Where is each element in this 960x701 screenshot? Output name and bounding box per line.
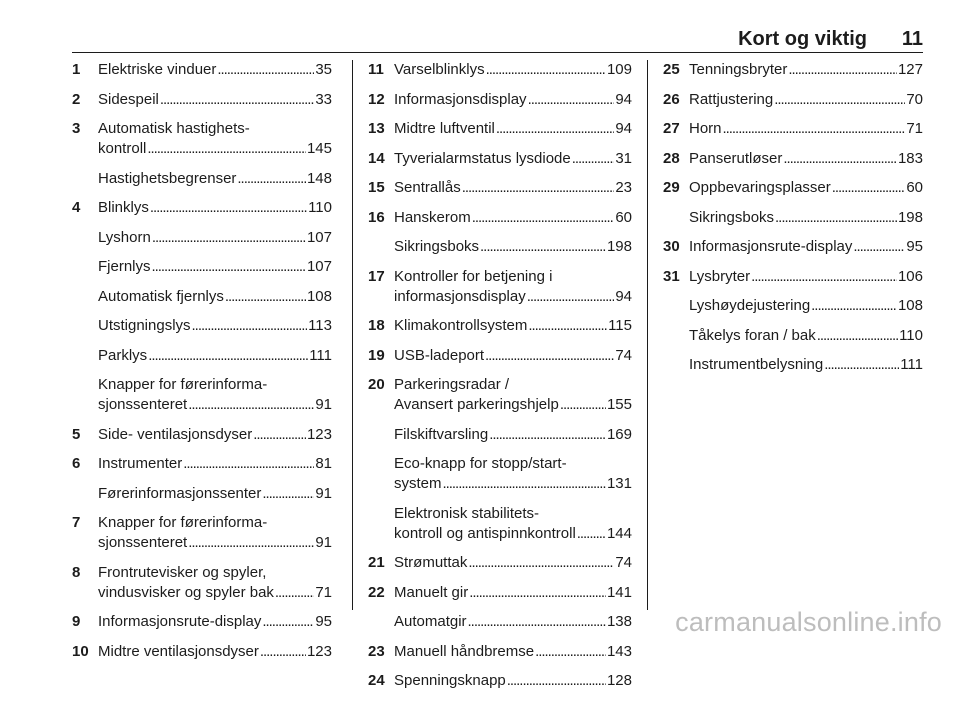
index-entry bbox=[368, 90, 632, 110]
leader-dots bbox=[489, 425, 606, 445]
entry-number: 17 bbox=[368, 267, 385, 285]
index-entry bbox=[663, 208, 923, 228]
page-ref: 81 bbox=[315, 455, 332, 472]
index-entry bbox=[72, 119, 332, 159]
entry-text: system bbox=[394, 475, 442, 492]
index-entry bbox=[663, 355, 923, 375]
index-entry bbox=[368, 346, 632, 366]
page-ref: 60 bbox=[906, 179, 923, 196]
entry-text: Automatisk fjernlys bbox=[98, 287, 224, 305]
index-entry bbox=[368, 237, 632, 257]
entry-number: 14 bbox=[368, 149, 385, 167]
page-ref: 145 bbox=[306, 140, 332, 157]
leader-dots bbox=[443, 474, 606, 494]
leader-dots bbox=[485, 346, 614, 366]
page-ref: 128 bbox=[606, 672, 632, 689]
leader-dots bbox=[160, 90, 314, 110]
entry-number: 15 bbox=[368, 179, 385, 196]
leader-dots bbox=[486, 60, 606, 80]
entry-number: 23 bbox=[368, 642, 385, 660]
entry-text: Parklys bbox=[98, 346, 148, 364]
index-entry bbox=[72, 454, 332, 474]
index-column-3 bbox=[663, 60, 923, 385]
page-ref: 74 bbox=[615, 554, 632, 571]
entry-text: Manuelt gir bbox=[394, 583, 469, 601]
entry-text: Informasjonsdisplay bbox=[394, 90, 527, 108]
index-entry bbox=[368, 208, 632, 228]
leader-dots bbox=[507, 671, 606, 691]
entry-number: 21 bbox=[368, 554, 385, 571]
entry-text: Sentrallås bbox=[394, 179, 461, 196]
page-ref: 111 bbox=[900, 356, 923, 373]
leader-dots bbox=[462, 178, 615, 198]
page-ref: 127 bbox=[897, 61, 923, 78]
index-entry bbox=[368, 119, 632, 139]
leader-dots bbox=[225, 287, 306, 307]
entry-text: Knapper for førerinforma- bbox=[98, 376, 268, 393]
page-ref: 123 bbox=[306, 425, 332, 443]
page-ref: 107 bbox=[306, 228, 332, 246]
leader-dots bbox=[775, 208, 897, 228]
page-ref: 123 bbox=[306, 642, 332, 660]
page-ref: 23 bbox=[615, 179, 632, 196]
entry-text: Filskiftvarsling bbox=[394, 425, 489, 443]
index-entry bbox=[72, 612, 332, 632]
entry-number: 6 bbox=[72, 455, 81, 472]
index-entry bbox=[72, 257, 332, 277]
index-entry bbox=[368, 553, 632, 573]
page-ref: 155 bbox=[606, 396, 632, 413]
entry-text: Eco-knapp for stopp/start- bbox=[394, 455, 567, 472]
index-entry bbox=[663, 326, 923, 346]
entry-number: 20 bbox=[368, 376, 385, 393]
index-column-1 bbox=[72, 60, 332, 671]
index-entry bbox=[368, 504, 632, 544]
page-ref: 148 bbox=[306, 169, 332, 187]
page-ref: 111 bbox=[309, 346, 332, 364]
page-ref: 91 bbox=[315, 396, 332, 413]
entry-text: Lysbryter bbox=[689, 267, 751, 285]
entry-text: Kontroller for betjening i bbox=[394, 267, 553, 285]
leader-dots bbox=[275, 583, 314, 603]
leader-dots bbox=[192, 316, 308, 336]
leader-dots bbox=[853, 237, 905, 257]
leader-dots bbox=[480, 237, 606, 257]
entry-number: 25 bbox=[663, 61, 680, 78]
entry-number: 29 bbox=[663, 179, 680, 196]
page-ref: 143 bbox=[606, 642, 632, 660]
leader-dots bbox=[183, 454, 314, 474]
entry-number: 4 bbox=[72, 199, 81, 216]
entry-text: Elektriske vinduer bbox=[98, 61, 217, 78]
page-ref: 94 bbox=[615, 287, 632, 305]
index-entry bbox=[72, 60, 332, 80]
page-ref: 198 bbox=[606, 238, 632, 255]
leader-dots bbox=[148, 346, 308, 366]
entry-text: Panserutløser bbox=[689, 149, 783, 167]
page-ref: 183 bbox=[897, 149, 923, 167]
page-ref: 109 bbox=[606, 61, 632, 78]
entry-text: Lyshorn bbox=[98, 228, 151, 246]
leader-dots bbox=[468, 612, 606, 632]
index-entry bbox=[368, 425, 632, 445]
index-entry bbox=[72, 563, 332, 603]
leader-dots bbox=[751, 267, 897, 287]
page-ref: 115 bbox=[608, 317, 632, 334]
leader-dots bbox=[253, 425, 306, 445]
entry-number: 24 bbox=[368, 672, 385, 689]
index-entry bbox=[368, 642, 632, 662]
leader-dots bbox=[147, 139, 306, 159]
page-ref: 198 bbox=[897, 208, 923, 226]
entry-number: 13 bbox=[368, 120, 385, 137]
entry-text: Midtre luftventil bbox=[394, 120, 495, 137]
index-entry bbox=[72, 169, 332, 189]
entry-text: Lyshøydejustering bbox=[689, 297, 811, 314]
leader-dots bbox=[472, 208, 615, 228]
index-entry bbox=[72, 228, 332, 248]
entry-text: Elektronisk stabilitets- bbox=[394, 504, 540, 522]
page-ref: 35 bbox=[315, 61, 332, 78]
page-title: Kort og viktig bbox=[738, 28, 867, 50]
entry-text: informasjonsdisplay bbox=[394, 287, 526, 305]
page-ref: 91 bbox=[315, 484, 332, 502]
leader-dots bbox=[788, 60, 897, 80]
leader-dots bbox=[783, 149, 897, 169]
entry-text: Frontrutevisker og spyler, bbox=[98, 563, 267, 581]
entry-text: sjonssenteret bbox=[98, 396, 188, 413]
page-ref: 31 bbox=[615, 149, 632, 167]
header-rule bbox=[72, 52, 923, 53]
entry-number: 3 bbox=[72, 120, 81, 137]
leader-dots bbox=[150, 198, 307, 218]
page-ref: 110 bbox=[308, 199, 332, 216]
index-entry bbox=[368, 149, 632, 169]
leader-dots bbox=[152, 257, 306, 277]
entry-number: 7 bbox=[72, 514, 81, 531]
page-ref: 141 bbox=[606, 583, 632, 601]
entry-text: Midtre ventilasjonsdyser bbox=[98, 642, 259, 660]
entry-number: 22 bbox=[368, 583, 385, 601]
entry-text: Side- ventilasjonsdyser bbox=[98, 425, 253, 443]
entry-text: kontroll bbox=[98, 140, 147, 157]
page-header bbox=[72, 28, 923, 54]
index-column-2 bbox=[368, 60, 632, 701]
entry-text: Automatgir bbox=[394, 613, 467, 630]
entry-text: Rattjustering bbox=[689, 90, 774, 108]
leader-dots bbox=[262, 484, 314, 504]
page-number: 11 bbox=[901, 28, 923, 50]
entry-number: 2 bbox=[72, 90, 81, 108]
index-entry bbox=[663, 149, 923, 169]
index-entry bbox=[368, 178, 632, 198]
entry-number: 18 bbox=[368, 317, 385, 334]
page-ref: 74 bbox=[615, 346, 632, 364]
leader-dots bbox=[824, 355, 899, 375]
index-entry bbox=[368, 583, 632, 603]
page-ref: 94 bbox=[615, 90, 632, 108]
entry-text: Sidespeil bbox=[98, 90, 159, 108]
page-ref: 71 bbox=[906, 120, 923, 137]
entry-text: Manuell håndbremse bbox=[394, 642, 535, 660]
entry-number: 19 bbox=[368, 346, 385, 364]
leader-dots bbox=[496, 119, 614, 139]
entry-text: Førerinformasjonssenter bbox=[98, 484, 262, 502]
leader-dots bbox=[468, 553, 614, 573]
entry-number: 1 bbox=[72, 61, 81, 78]
entry-text: Strømuttak bbox=[394, 554, 468, 571]
entry-text: sjonssenteret bbox=[98, 534, 188, 551]
index-entry bbox=[72, 346, 332, 366]
entry-text: kontroll og antispinnkontroll bbox=[394, 524, 576, 542]
entry-number: 28 bbox=[663, 149, 680, 167]
column-divider bbox=[647, 60, 648, 610]
index-entry bbox=[368, 612, 632, 632]
index-entry bbox=[72, 642, 332, 662]
entry-number: 30 bbox=[663, 238, 680, 255]
entry-text: Tyverialarmstatus lysdiode bbox=[394, 149, 571, 167]
index-entry bbox=[663, 119, 923, 139]
entry-number: 16 bbox=[368, 208, 385, 226]
index-entry bbox=[663, 296, 923, 316]
index-entry bbox=[368, 267, 632, 307]
index-entry bbox=[663, 60, 923, 80]
leader-dots bbox=[560, 395, 606, 415]
page-ref: 94 bbox=[615, 120, 632, 137]
watermark: carmanualsonline.info bbox=[675, 607, 942, 637]
entry-text: Oppbevaringsplasser bbox=[689, 179, 831, 196]
entry-text: Sikringsboks bbox=[394, 238, 480, 255]
leader-dots bbox=[528, 316, 607, 336]
leader-dots bbox=[527, 287, 615, 307]
leader-dots bbox=[817, 326, 898, 346]
entry-text: Instrumenter bbox=[98, 455, 183, 472]
page-ref: 110 bbox=[899, 326, 923, 344]
entry-text: Utstigningslys bbox=[98, 317, 191, 334]
leader-dots bbox=[528, 90, 615, 110]
index-entry bbox=[663, 178, 923, 198]
entry-text: Blinklys bbox=[98, 199, 149, 216]
entry-text: vindusvisker og spyler bak bbox=[98, 583, 274, 601]
leader-dots bbox=[832, 178, 906, 198]
entry-text: Sikringsboks bbox=[689, 208, 775, 226]
entry-text: Parkeringsradar / bbox=[394, 376, 510, 393]
index-entry bbox=[72, 90, 332, 110]
leader-dots bbox=[188, 395, 314, 415]
entry-text: Automatisk hastighets- bbox=[98, 120, 250, 137]
index-entry bbox=[368, 60, 632, 80]
page-ref: 108 bbox=[897, 297, 923, 314]
page-ref: 169 bbox=[606, 425, 632, 443]
index-entry bbox=[72, 425, 332, 445]
entry-number: 11 bbox=[368, 61, 384, 78]
entry-number: 31 bbox=[663, 267, 680, 285]
entry-text: USB-ladeport bbox=[394, 346, 485, 364]
entry-number: 8 bbox=[72, 563, 81, 581]
entry-text: Fjernlys bbox=[98, 258, 151, 275]
entry-text: Varselblinklys bbox=[394, 61, 485, 78]
leader-dots bbox=[811, 296, 897, 316]
index-entry bbox=[72, 287, 332, 307]
index-entry bbox=[663, 90, 923, 110]
entry-text: Hanskerom bbox=[394, 208, 471, 226]
index-entry bbox=[368, 375, 632, 415]
leader-dots bbox=[152, 228, 306, 248]
entry-text: Horn bbox=[689, 120, 722, 137]
leader-dots bbox=[774, 90, 905, 110]
entry-text: Tenningsbryter bbox=[689, 61, 788, 78]
column-divider bbox=[352, 60, 353, 610]
entry-text: Avansert parkeringshjelp bbox=[394, 396, 559, 413]
index-entry bbox=[663, 237, 923, 257]
leader-dots bbox=[469, 583, 606, 603]
page-ref: 131 bbox=[606, 475, 632, 492]
page-ref: 113 bbox=[308, 317, 332, 334]
page-ref: 138 bbox=[606, 613, 632, 630]
index-entry bbox=[72, 513, 332, 553]
page-ref: 107 bbox=[306, 258, 332, 275]
entry-text: Informasjonsrute-display bbox=[98, 613, 262, 630]
index-entry bbox=[72, 198, 332, 218]
index-entry bbox=[368, 454, 632, 494]
leader-dots bbox=[188, 533, 314, 553]
page-ref: 70 bbox=[906, 90, 923, 108]
page-ref: 33 bbox=[315, 90, 332, 108]
leader-dots bbox=[260, 642, 306, 662]
leader-dots bbox=[217, 60, 314, 80]
page-ref: 106 bbox=[897, 267, 923, 285]
page-ref: 108 bbox=[306, 287, 332, 305]
entry-number: 12 bbox=[368, 90, 385, 108]
index-entry bbox=[368, 316, 632, 336]
entry-number: 26 bbox=[663, 90, 680, 108]
page-ref: 95 bbox=[315, 613, 332, 630]
page-ref: 95 bbox=[906, 238, 923, 255]
entry-text: Knapper for førerinforma- bbox=[98, 514, 268, 531]
leader-dots bbox=[723, 119, 906, 139]
entry-number: 10 bbox=[72, 642, 89, 660]
page-ref: 91 bbox=[315, 534, 332, 551]
index-entry bbox=[368, 671, 632, 691]
index-entry bbox=[663, 267, 923, 287]
leader-dots bbox=[572, 149, 615, 169]
leader-dots bbox=[577, 524, 606, 544]
entry-number: 9 bbox=[72, 613, 81, 630]
entry-text: Tåkelys foran / bak bbox=[689, 326, 816, 344]
index-entry bbox=[72, 484, 332, 504]
entry-text: Spenningsknapp bbox=[394, 672, 506, 689]
page-ref: 144 bbox=[606, 524, 632, 542]
leader-dots bbox=[237, 169, 306, 189]
entry-number: 27 bbox=[663, 120, 680, 137]
index-entry bbox=[72, 375, 332, 415]
page-ref: 60 bbox=[615, 208, 632, 226]
page-ref: 71 bbox=[315, 583, 332, 601]
index-entry bbox=[72, 316, 332, 336]
entry-text: Hastighetsbegrenser bbox=[98, 169, 237, 187]
leader-dots bbox=[535, 642, 606, 662]
leader-dots bbox=[262, 612, 314, 632]
entry-number: 5 bbox=[72, 425, 81, 443]
entry-text: Instrumentbelysning bbox=[689, 356, 824, 373]
entry-text: Klimakontrollsystem bbox=[394, 317, 528, 334]
entry-text: Informasjonsrute-display bbox=[689, 238, 853, 255]
